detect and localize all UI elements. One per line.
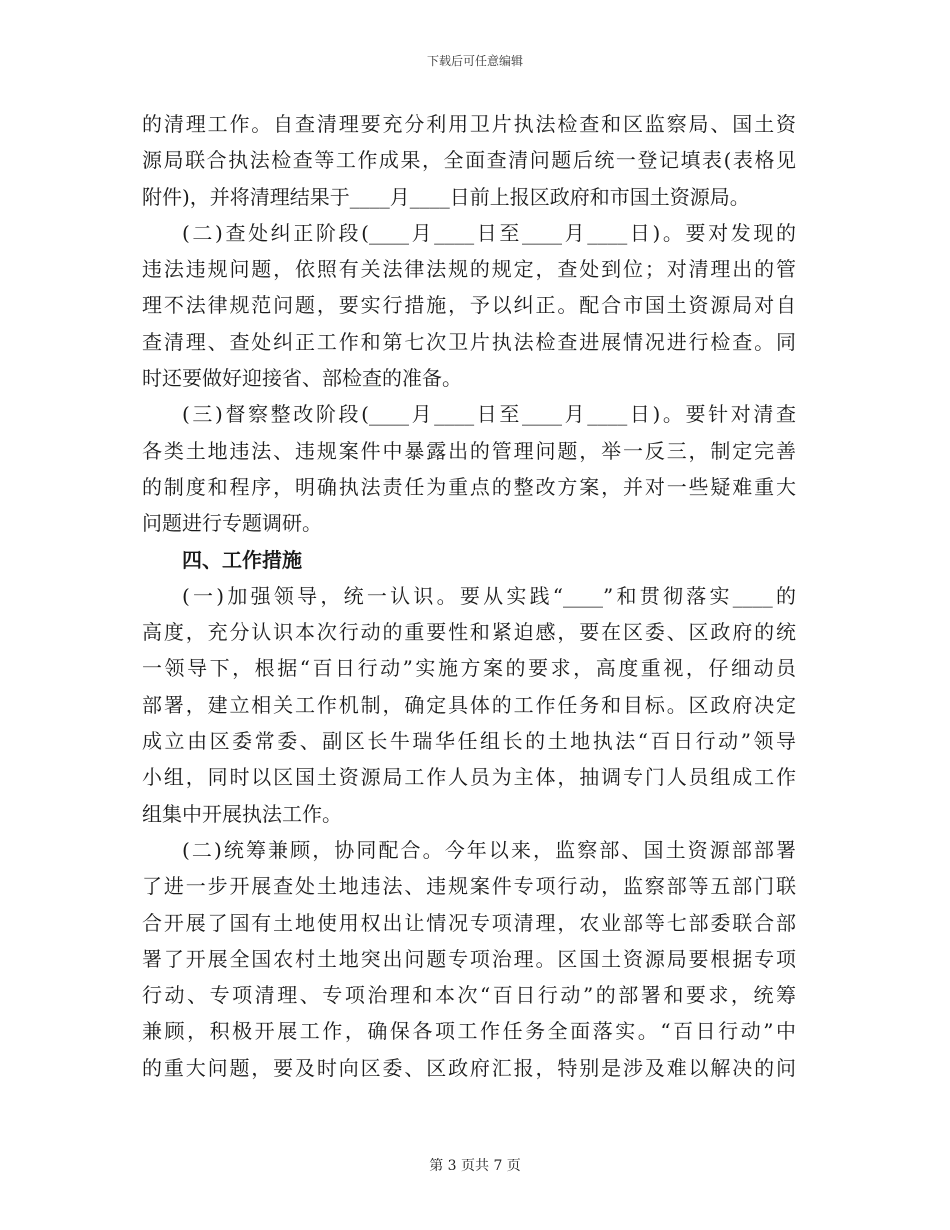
- text-line: 的重大问题，要及时向区委、区政府汇报，特别是涉及难以解决的问: [142, 1055, 796, 1080]
- text-line: 理不法律规范问题，要实行措施，予以纠正。配合市国土资源局对自: [142, 293, 796, 318]
- text-line: (三)督察整改阶段(____月____日至____月____日)。要针对清查: [182, 402, 796, 427]
- text-line: 小组，同时以区国土资源局工作人员为主体，抽调专门人员组成工作: [142, 765, 796, 790]
- text-line: 高度，充分认识本次行动的重要性和紧迫感，要在区委、区政府的统: [142, 620, 796, 645]
- text-line: 查清理、查处纠正工作和第七次卫片执法检查进展情况进行检查。同: [142, 329, 796, 354]
- text-line: 成立由区委常委、副区长牛瑞华任组长的土地执法“百日行动”领导: [142, 729, 796, 754]
- text-line: 源局联合执法检查等工作成果，全面查清问题后统一登记填表(表格见: [142, 148, 796, 173]
- text-line: 各类土地违法、违规案件中暴露出的管理问题，举一反三，制定完善: [142, 438, 796, 463]
- text-line: 行动、专项清理、专项治理和本次“百日行动”的部署和要求，统筹: [142, 983, 796, 1008]
- text-line: 问题进行专题调研。: [142, 511, 322, 536]
- text-line: 的清理工作。自查清理要充分利用卫片执法检查和区监察局、国土资: [142, 112, 796, 136]
- text-line: 组集中开展执法工作。: [142, 801, 342, 826]
- text-line: 署了开展全国农村土地突出问题专项治理。区国土资源局要根据专项: [142, 946, 796, 971]
- text-line: 一领导下，根据“百日行动”实施方案的要求，高度重视，仔细动员: [142, 656, 796, 681]
- text-line: 的制度和程序，明确执法责任为重点的整改方案，并对一些疑难重大: [142, 474, 796, 499]
- text-line: 时还要做好迎接省、部检查的准备。: [142, 366, 462, 391]
- text-line: 了进一步开展查处土地违法、违规案件专项行动，监察部等五部门联: [142, 874, 796, 899]
- text-line: 合开展了国有土地使用权出让情况专项清理，农业部等七部委联合部: [142, 910, 796, 935]
- document-body: [142, 106, 796, 1086]
- page-number: 第 3 页共 7 页: [429, 1158, 521, 1174]
- text-line: 兼顾，积极开展工作，确保各项工作任务全面落实。“百日行动”中: [142, 1019, 796, 1044]
- text-line: (二)查处纠正阶段(____月____日至____月____日)。要对发现的: [182, 220, 796, 245]
- section-heading: 四、工作措施: [182, 547, 302, 572]
- text-line: 部署，建立相关工作机制，确定具体的工作任务和目标。区政府决定: [142, 692, 796, 717]
- text-line: 违法违规问题，依照有关法律法规的规定，查处到位；对清理出的管: [142, 257, 796, 282]
- text-line: (二)统筹兼顾，协同配合。今年以来，监察部、国土资源部部署: [182, 837, 796, 862]
- text-line: 附件)，并将清理结果于____月____日前上报区政府和市国土资源局。: [142, 184, 750, 209]
- page-header: 下载后可任意编辑: [426, 54, 523, 68]
- text-line: (一)加强领导，统一认识。要从实践“____”和贯彻落实____的: [182, 583, 796, 608]
